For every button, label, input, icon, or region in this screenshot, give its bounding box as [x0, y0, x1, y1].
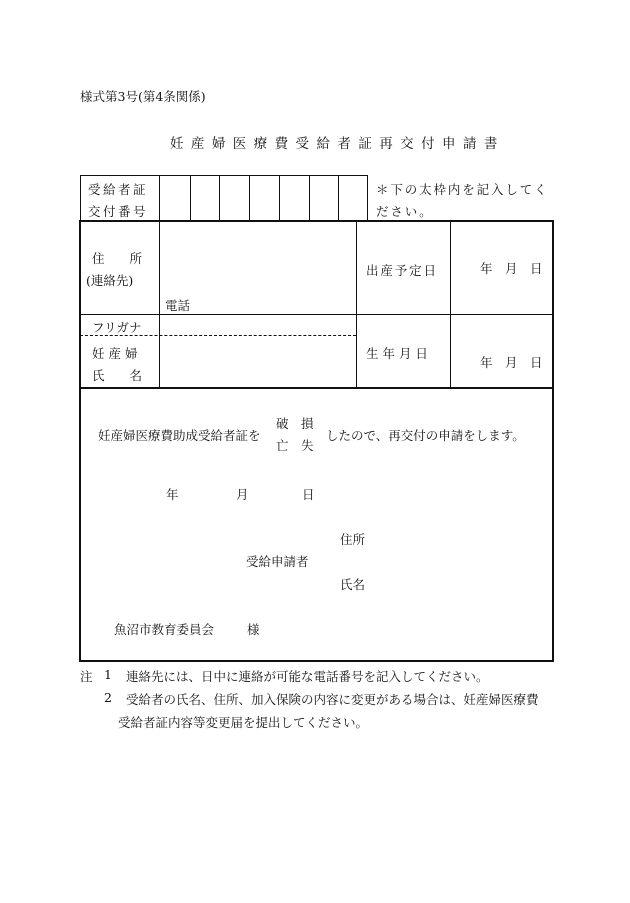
instruction-line-1: ＊下の太枠内を記入してく — [376, 182, 549, 197]
note-number: 1 — [104, 667, 112, 682]
form-number: 様式第3号(第4条関係) — [80, 89, 206, 104]
option-lost[interactable]: 亡 失 — [276, 438, 314, 453]
cert-digit-cell[interactable] — [249, 175, 250, 221]
name-label: 妊 産 婦 — [92, 346, 138, 361]
date-day-label: 日 — [302, 487, 315, 502]
request-suffix: したので、再交付の申請をします。 — [326, 428, 525, 443]
birth-date-field[interactable]: 年 月 日 — [480, 355, 543, 370]
note-text: 受給者の氏名、住所、加入保険の内容に変更がある場合は、妊産婦医療費 — [126, 692, 539, 707]
cert-digit-cell[interactable] — [219, 175, 220, 221]
address-label: 住 所 — [92, 251, 143, 266]
cert-number-label-2: 交付番号 — [88, 204, 149, 219]
notes-heading: 注 — [80, 669, 93, 684]
addressee-honorific: 様 — [247, 622, 260, 637]
birth-date-label: 生 年 月 日 — [366, 346, 428, 361]
date-year-label: 年 — [166, 487, 179, 502]
applicant-name-field[interactable] — [372, 571, 548, 593]
applicant-label: 受給申請者 — [246, 554, 309, 569]
cert-digit-cell[interactable] — [279, 175, 280, 221]
furigana-label: フリガナ — [92, 320, 142, 335]
due-date-field[interactable]: 年 月 日 — [480, 261, 543, 276]
name-sublabel: 氏 名 — [92, 368, 143, 383]
note-text-continued: 受給者証内容等変更届を提出してください。 — [118, 715, 369, 730]
note-text: 連絡先には、日中に連絡が可能な電話番号を記入してください。 — [126, 669, 489, 684]
instruction-line-2: ださい。 — [376, 204, 434, 219]
address-sublabel: (連絡先) — [86, 273, 134, 288]
address-field[interactable] — [162, 226, 354, 292]
furigana-field[interactable] — [162, 316, 354, 334]
due-date-label: 出産予定日 — [366, 263, 438, 278]
applicant-address-field[interactable] — [372, 526, 548, 548]
cert-digit-cell[interactable] — [338, 175, 339, 221]
cert-digit-cell[interactable] — [190, 175, 191, 221]
cert-digit-cell[interactable] — [159, 175, 160, 221]
application-date-field[interactable] — [110, 480, 320, 504]
option-damaged[interactable]: 破 損 — [276, 416, 314, 431]
note-number: 2 — [104, 690, 112, 705]
applicant-name-label: 氏名 — [340, 577, 366, 592]
cert-number-label-1: 受給者証 — [88, 182, 149, 197]
applicant-address-label: 住所 — [340, 532, 366, 547]
form-title: 妊産婦医療費受給者証再交付申請書 — [170, 136, 505, 152]
cert-digit-cell[interactable] — [309, 175, 310, 221]
date-month-label: 月 — [236, 487, 249, 502]
phone-label: 電話 — [165, 298, 191, 313]
request-prefix: 妊産婦医療費助成受給者証を — [98, 428, 261, 443]
addressee-name: 魚沼市教育委員会 — [114, 622, 215, 637]
name-field[interactable] — [162, 338, 354, 385]
phone-field[interactable] — [190, 294, 354, 312]
